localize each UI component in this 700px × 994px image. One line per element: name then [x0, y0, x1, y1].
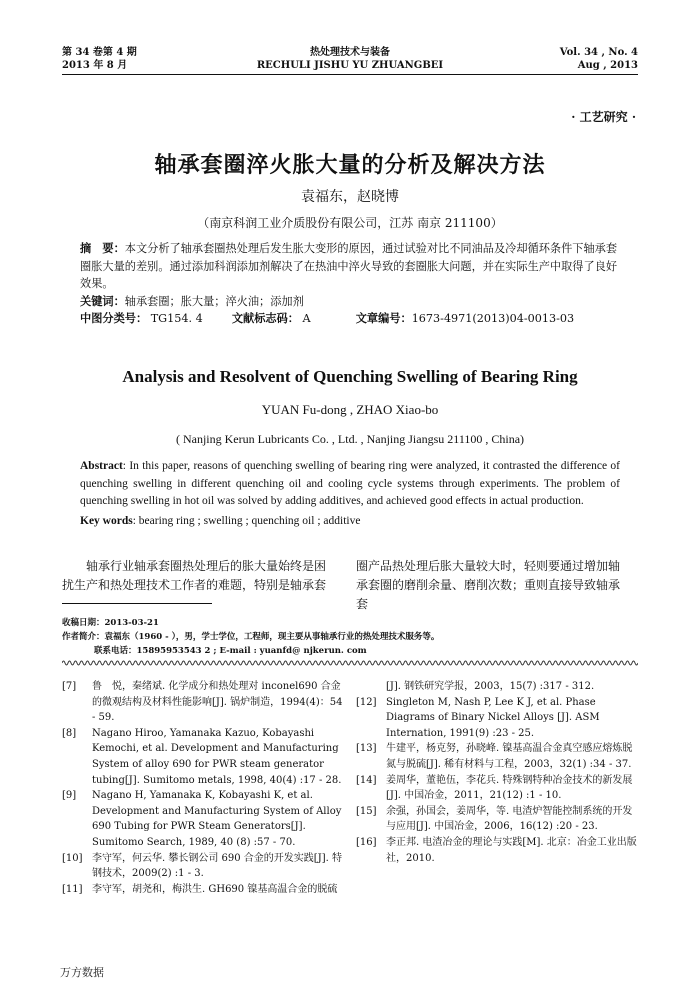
journal-name-pinyin: RECHULI JISHU YU ZHUANGBEI — [256, 60, 444, 71]
footnote-contact: 联系电话：15895953543 2 ; E-mail : yuanfd@ njkerun. com — [94, 646, 367, 656]
footnote-divider — [62, 603, 212, 604]
reference-item — [356, 679, 638, 695]
footnote-author-bio: 作者简介：袁福东（1960 - ），男，学士学位，工程师，现主要从事轴承行业的热处理技术服务等。 — [62, 632, 440, 642]
affiliation-cn: （南京科润工业介质股份有限公司，江苏 南京 211100） — [197, 216, 503, 230]
header-journal-name — [230, 46, 470, 72]
keywords-en-text: : bearing ring ; swelling ; quenching oil ; additive — [132, 514, 361, 527]
wavy-separator — [62, 659, 638, 667]
body-text-right — [356, 557, 626, 614]
reference-number — [356, 679, 386, 695]
header-date-en: Aug , 2013 — [577, 60, 638, 71]
reference-text: 李守军，胡尧和，梅洪生. GH690 镍基高温合金的脱硫 — [92, 883, 338, 895]
watermark: 万方数据 — [60, 966, 104, 979]
header-date: 2013 年 8 月 — [62, 60, 128, 71]
reference-number: [7] — [62, 681, 77, 692]
abstract-en — [80, 458, 620, 511]
reference-text: Nagano Hiroo, Yamanaka Kazuo, Kobayashi Kemochi, et al. Development and Manufacturing System of alloy 690 for PWR steam generator tubing[J]. Sumitomo metals, 1998, 40(4) :17 - 28. — [92, 727, 342, 786]
references-left — [62, 679, 344, 897]
reference-item — [62, 851, 344, 882]
header-issue-info — [62, 46, 137, 72]
clc-value: TG154. 4 — [150, 312, 203, 325]
reference-text: 李正邦. 电渣冶金的理论与实践[M]. 北京：冶金工业出版社，2010. — [386, 836, 637, 864]
abstract-en-text: : In this paper, reasons of quenching swelling of bearing ring were analyzed, it contrasted the difference of quenching swelling in different quenching oil and cooling cycle systems through experiments. The problem of quenching swelling in hot oil was solved by adding additives, and achieved good effects in actual production. — [80, 460, 620, 507]
doc-code-label: 文献标志码： — [231, 311, 299, 325]
header-volume-en: Vol. 34 , No. 4 — [559, 47, 638, 58]
abstract-en-label: Abstract — [80, 460, 123, 472]
reference-item — [356, 773, 638, 804]
article-number-value: 1673-4971(2013)04-0013-03 — [411, 312, 575, 325]
reference-number: [9] — [62, 790, 77, 802]
reference-text: 余强，孙国会，姜周华，等. 电渣炉智能控制系统的开发与应用[J]. 中国冶金，2006，16(12) :20 - 23. — [386, 805, 633, 833]
reference-item — [62, 882, 344, 898]
reference-text: [J]. 钢铁研究学报，2003，15(7) :317 - 312. — [386, 681, 595, 692]
references-right — [356, 679, 638, 866]
abstract-cn-block — [80, 240, 620, 328]
reference-number: [15] — [356, 805, 377, 817]
reference-text: 李守军，何云华. 攀长钢公司 690 合金的开发实践[J]. 特钢技术，2009(2) :1 - 3. — [92, 852, 342, 880]
keywords-en-label: Key words — [80, 514, 133, 527]
reference-item — [356, 835, 638, 866]
reference-text: 鲁 悦，秦绪斌. 化学成分和热处理对 inconel690 合金的微观结构及材料性能影响[J]. 锅炉制造，1994(4)：54 - 59. — [92, 681, 343, 724]
journal-name-cn: 热处理技术与装备 — [310, 47, 390, 58]
reference-number: [8] — [62, 727, 77, 739]
footnotes — [62, 616, 632, 658]
reference-text: Nagano H, Yamanaka K, Kobayashi K, et al. Development and Manufacturing System of Alloy 690 Tubing for PWR Steam Generators[J]. Sumitomo Search, 1989, 40 (8) :57 - 70. — [92, 790, 342, 848]
section-tag: · 工艺研究 · — [571, 110, 636, 124]
reference-item — [356, 804, 638, 835]
keywords-cn-label: 关键词： — [80, 293, 125, 308]
header-divider — [62, 74, 638, 75]
reference-number: [13] — [356, 743, 377, 755]
authors-cn: 袁福东，赵晓博 — [301, 189, 399, 205]
reference-number: [10] — [62, 852, 83, 864]
reference-item — [62, 679, 344, 726]
reference-item — [62, 726, 344, 788]
article-number-label: 文章编号： — [355, 311, 412, 325]
affiliation-en: ( Nanjing Kerun Lubricants Co. , Ltd. , Nanjing Jiangsu 211100 , China) — [175, 432, 525, 446]
reference-number: [12] — [356, 696, 377, 708]
clc-label: 中图分类号： — [80, 311, 148, 325]
paper-title-cn: 轴承套圈淬火胀大量的分析及解决方法 — [154, 152, 546, 178]
abstract-cn-label: 摘 要： — [80, 241, 125, 255]
abstract-en-block — [80, 458, 620, 530]
reference-number: [16] — [356, 836, 377, 848]
reference-item — [356, 695, 638, 742]
footnote-received: 收稿日期：2013-03-21 — [62, 618, 159, 628]
reference-item — [356, 741, 638, 772]
authors-en: YUAN Fu-dong , ZHAO Xiao-bo — [261, 402, 439, 417]
reference-text: Singleton M, Nash P, Lee K J, et al. Phase Diagrams of Binary Nickel Alloys [J]. ASM Internation, 1991(9) :23 - 25. — [386, 696, 600, 739]
reference-item — [62, 788, 344, 850]
reference-text: 姜周华，董艳伍，李花兵. 特殊钢特种冶金技术的新发展[J]. 中国冶金，2011，21(12) :1 - 10. — [386, 774, 633, 802]
abstract-cn — [80, 240, 620, 293]
reference-text: 牛建平，杨克努，孙晓峰. 镍基高温合金真空感应熔炼脱氮与脱硫[J]. 稀有材料与工程，2003，32(1) :34 - 37. — [386, 743, 633, 770]
body-paragraph-right: 圈产品热处理后胀大量较大时，轻则要通过增加轴承套圈的磨削余量、磨削次数；重则直接导致轴承套 — [356, 559, 621, 611]
reference-number: [11] — [62, 883, 83, 895]
classification-line — [80, 310, 620, 328]
body-paragraph-left: 轴承行业轴承套圈热处理后的胀大量始终是困扰生产和热处理技术工作者的难题，特别是轴承套 — [62, 559, 327, 592]
keywords-cn — [80, 293, 620, 311]
reference-number: [14] — [356, 774, 377, 786]
abstract-cn-text: 本文分析了轴承套圈热处理后发生胀大变形的原因，通过试验对比不同油品及冷却循环条件下轴承套圈胀大量的差别。通过添加科润添加剂解决了在热油中淬火导致的套圈胀大问题，并在实际生产中取得了良好效果。 — [80, 242, 618, 290]
keywords-cn-text: 轴承套圈；胀大量；淬火油；添加剂 — [124, 294, 304, 308]
header-volume: 第 34 卷第 4 期 — [62, 47, 137, 58]
header-issue-info-en — [560, 46, 638, 72]
doc-code-value: A — [302, 312, 311, 325]
paper-title-en: Analysis and Resolvent of Quenching Swelling of Bearing Ring — [122, 367, 578, 386]
body-text-left — [62, 557, 332, 595]
keywords-en — [80, 513, 620, 531]
